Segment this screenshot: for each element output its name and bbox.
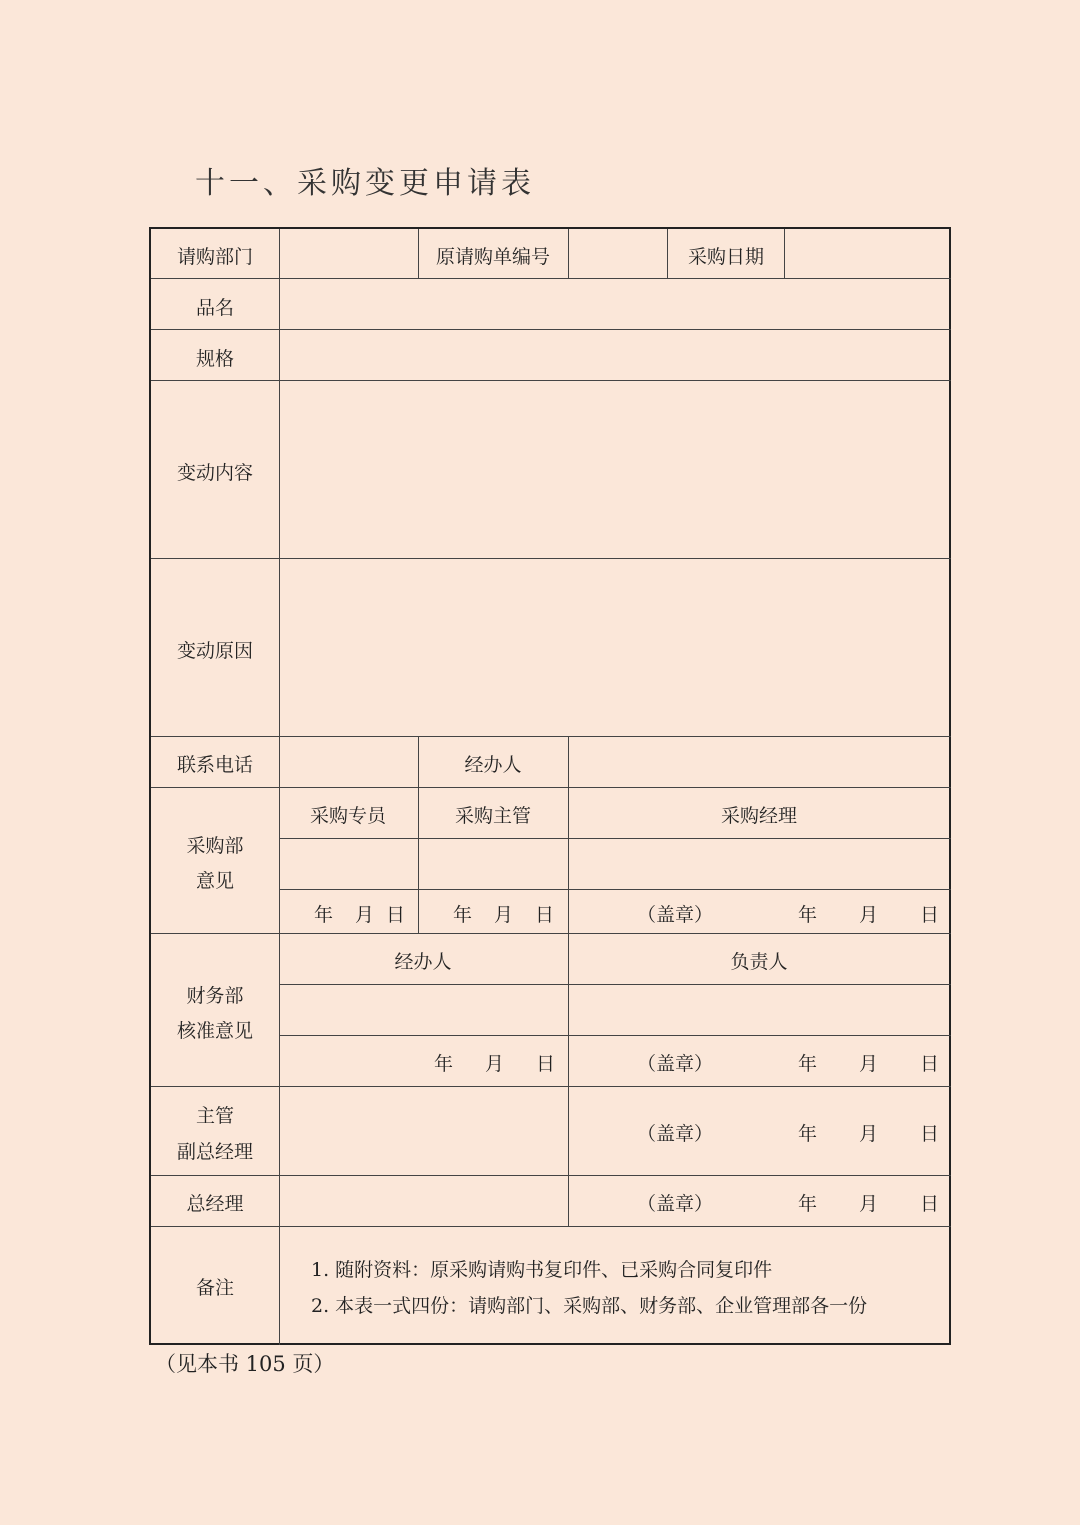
- page-reference: （见本书 105 页）: [155, 1352, 335, 1376]
- purchase-specialist-label: 采购专员: [309, 805, 387, 827]
- date-year: 年: [798, 1053, 818, 1075]
- remarks-label: 备注: [195, 1277, 235, 1299]
- date-year: 年: [798, 1123, 818, 1145]
- col-divider: [568, 736, 569, 1226]
- handler-label: 经办人: [464, 754, 522, 776]
- row-divider: [279, 984, 951, 985]
- col-divider: [667, 229, 668, 278]
- seal-label: （盖章）: [637, 1053, 714, 1075]
- supervisor-label: 主管: [195, 1105, 235, 1127]
- row-divider: [151, 1086, 951, 1087]
- col-divider: [568, 229, 569, 278]
- date-month: 月: [859, 1193, 879, 1215]
- purchase-change-form: [149, 227, 951, 1345]
- purchase-manager-label: 采购经理: [720, 805, 798, 827]
- date-year: 年: [798, 1193, 818, 1215]
- date-month: 月: [859, 1053, 879, 1075]
- row-divider: [151, 933, 951, 934]
- row-divider: [151, 1175, 951, 1176]
- purchase-dept-opinion-label: 意见: [195, 870, 235, 892]
- page-title: 十一、采购变更申请表: [195, 166, 535, 201]
- row-divider: [151, 278, 951, 279]
- date-day: 日: [920, 1123, 940, 1145]
- purchase-date-label: 采购日期: [687, 246, 765, 268]
- col-divider: [279, 229, 280, 1345]
- product-name-label: 品名: [195, 297, 235, 319]
- col-divider: [784, 229, 785, 278]
- spec-label: 规格: [195, 348, 235, 370]
- row-divider: [151, 329, 951, 330]
- date-year: 年: [434, 1053, 454, 1075]
- row-divider: [151, 736, 951, 737]
- dept-label: 请购部门: [176, 246, 254, 268]
- remark-item: 2. 本表一式四份：请购部门、采购部、财务部、企业管理部各一份: [311, 1295, 868, 1317]
- date-day: 日: [920, 1053, 940, 1075]
- finance-approval-label: 核准意见: [176, 1020, 254, 1042]
- date-month: 月: [494, 904, 514, 926]
- deputy-gm-label: 副总经理: [176, 1141, 254, 1163]
- row-divider: [279, 889, 951, 890]
- col-divider: [418, 736, 419, 933]
- date-month: 月: [859, 904, 879, 926]
- gm-label: 总经理: [186, 1193, 244, 1215]
- row-divider: [279, 1035, 951, 1036]
- row-divider: [151, 1226, 951, 1227]
- date-month: 月: [485, 1053, 505, 1075]
- row-divider: [151, 380, 951, 381]
- finance-handler-label: 经办人: [394, 951, 452, 973]
- date-day: 日: [920, 1193, 940, 1215]
- date-day: 日: [535, 904, 555, 926]
- date-year: 年: [453, 904, 473, 926]
- date-day: 日: [920, 904, 940, 926]
- date-day: 日: [536, 1053, 556, 1075]
- date-month: 月: [859, 1123, 879, 1145]
- date-day: 日: [386, 904, 406, 926]
- purchase-supervisor-label: 采购主管: [454, 805, 532, 827]
- date-month: 月: [355, 904, 375, 926]
- seal-label: （盖章）: [637, 904, 714, 926]
- seal-label: （盖章）: [637, 1123, 714, 1145]
- contact-phone-label: 联系电话: [176, 754, 254, 776]
- purchase-dept-label: 采购部: [186, 835, 244, 857]
- finance-dept-label: 财务部: [186, 985, 244, 1007]
- col-divider: [418, 229, 419, 278]
- date-year: 年: [798, 904, 818, 926]
- change-reason-label: 变动原因: [176, 640, 254, 662]
- change-content-label: 变动内容: [176, 462, 254, 484]
- original-order-no-label: 原请购单编号: [435, 246, 551, 268]
- remark-item: 1. 随附资料：原采购请购书复印件、已采购合同复印件: [311, 1259, 773, 1281]
- row-divider: [151, 558, 951, 559]
- seal-label: （盖章）: [637, 1193, 714, 1215]
- row-divider: [151, 787, 951, 788]
- finance-responsible-label: 负责人: [730, 951, 788, 973]
- date-year: 年: [314, 904, 334, 926]
- row-divider: [279, 838, 951, 839]
